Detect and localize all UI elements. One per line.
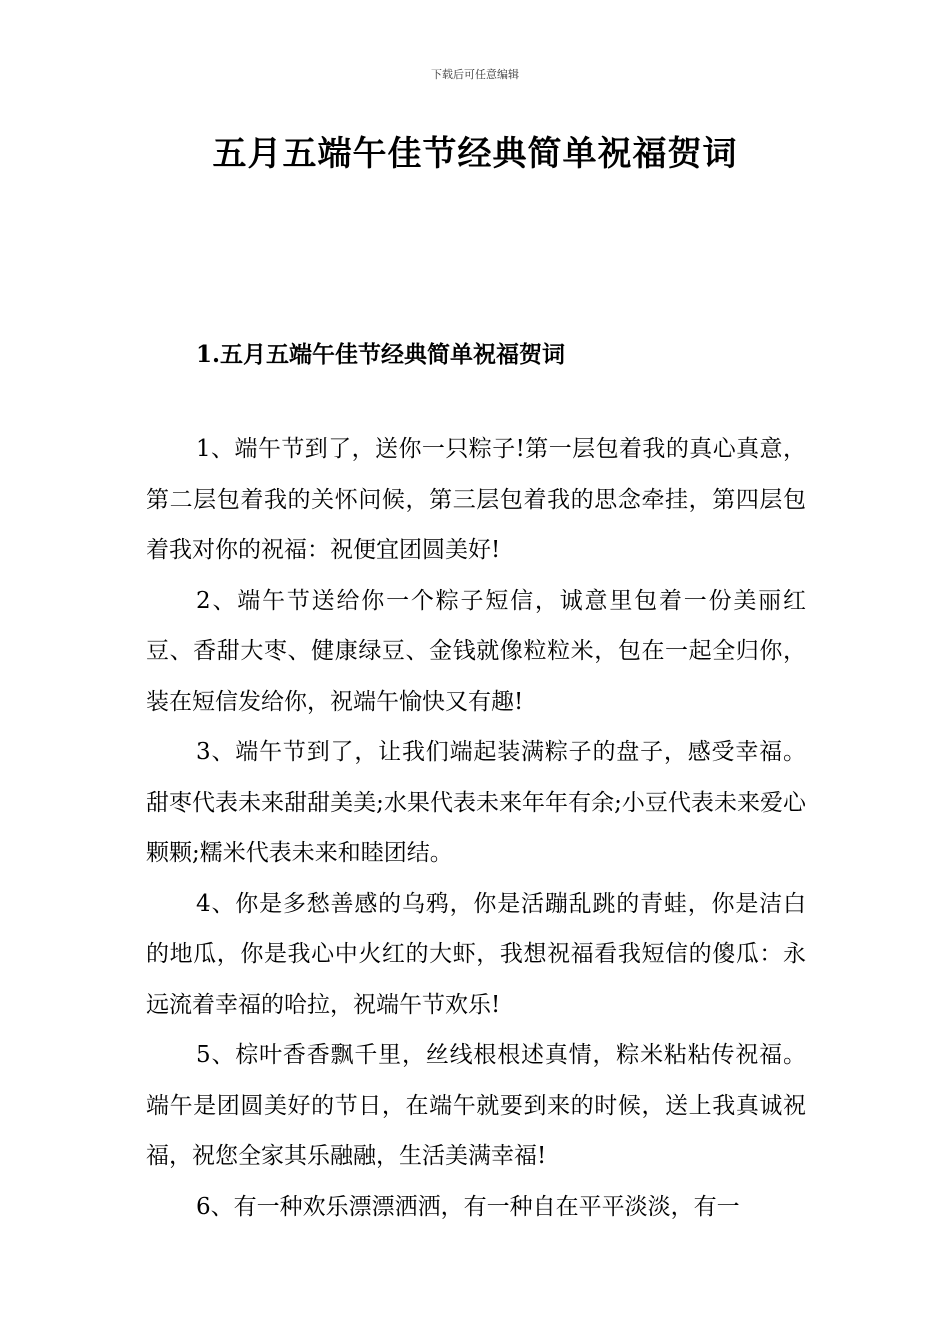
section-heading: 1.五月五端午佳节经典简单祝福贺词 xyxy=(196,341,566,368)
paragraph-1: 1、端午节到了，送你一只粽子!第一层包着我的真心真意，第二层包着我的关怀问候，第三层包着我的思念牵挂，第四层包着我对你的祝福：祝便宜团圆美好! xyxy=(146,436,806,563)
page-title: 五月五端午佳节经典简单祝福贺词 xyxy=(212,134,738,174)
paragraph-5: 5、棕叶香香飘千里，丝线根根述真情，粽米粘粘传祝福。端午是团圆美好的节日，在端午就要到来的时候，送上我真诚祝福，祝您全家其乐融融，生活美满幸福! xyxy=(146,1042,806,1169)
paragraph-3: 3、端午节到了，让我们端起装满粽子的盘子，感受幸福。甜枣代表未来甜甜美美;水果代表未来年年有余;小豆代表未来爱心颗颗;糯米代表未来和睦团结。 xyxy=(146,739,806,866)
document-body xyxy=(146,424,806,1232)
header-note: 下载后可任意编辑 xyxy=(431,68,519,81)
paragraph-4: 4、你是多愁善感的乌鸦，你是活蹦乱跳的青蛙，你是洁白的地瓜，你是我心中火红的大虾，我想祝福看我短信的傻瓜：永远流着幸福的哈拉，祝端午节欢乐! xyxy=(146,890,806,1018)
paragraph-2: 2、端午节送给你一个粽子短信，诚意里包着一份美丽红豆、香甜大枣、健康绿豆、金钱就像粒粒米，包在一起全归你，装在短信发给你，祝端午愉快又有趣! xyxy=(146,587,806,715)
paragraph-6: 6、有一种欢乐漂漂洒洒，有一种自在平平淡淡，有一 xyxy=(196,1193,740,1220)
